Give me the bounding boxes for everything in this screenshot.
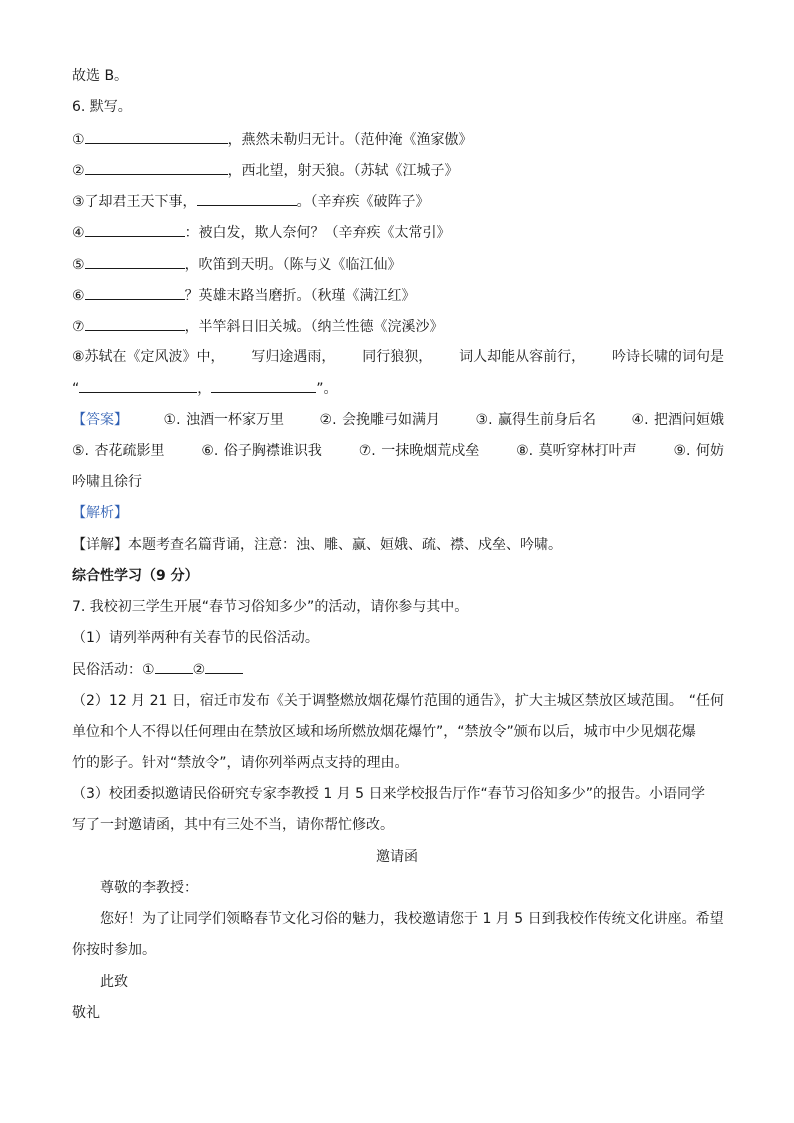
q6-title: 6. 默写。	[72, 99, 132, 115]
q6-item-7	[72, 316, 444, 337]
item-text: ？英雄末路当磨折。（秋瑾《满江红》	[184, 288, 416, 304]
q6-item-1	[72, 129, 473, 150]
answer-blank	[197, 191, 297, 206]
q7-part-2-line1	[72, 691, 724, 711]
item8-segment: 同行狼狈，	[362, 349, 433, 365]
item8-segment: 吟诗长啸的词句是	[612, 349, 724, 365]
folk-activity-label: 民俗活动：①	[72, 662, 155, 678]
answer-blank	[85, 285, 185, 300]
detail-text: 本题考查名篇背诵，注意：浊、雕、赢、姮娥、疏、襟、戍垒、吟啸。	[128, 537, 562, 553]
q7-part-3-line2: 写了一封邀请函，其中有三处不当，请你帮忙修改。	[72, 817, 394, 833]
q6-item-8-line2	[72, 378, 338, 399]
q6-item-5	[72, 254, 402, 275]
letter-salutation: 尊敬的李教授：	[100, 880, 198, 896]
folk-activity-second: ②	[192, 662, 206, 678]
answer-item: ①. 浊酒一杯家万里	[163, 412, 284, 428]
item-text: 。（辛弃疾《破阵子》	[296, 194, 430, 210]
answer-blank	[211, 378, 316, 393]
close-quote: ”。	[316, 381, 338, 397]
item-number: ⑤	[72, 257, 85, 273]
answer-item: ⑨. 何妨	[673, 443, 724, 459]
text-segment: “任何	[688, 693, 724, 709]
answer-blank	[85, 160, 228, 175]
answer-blank	[79, 378, 197, 393]
letter-closing-1: 此致	[100, 974, 128, 990]
answer-row-1	[72, 410, 724, 430]
item8-segment: 词人却能从容前行，	[459, 349, 586, 365]
q7-part-2-line2: 单位和个人不得以任何理由在禁放区域和场所燃放烟花爆竹”，“禁放令”颁布以后，城市中少见烟花爆	[72, 724, 696, 740]
answer-tag: 【答案】	[72, 412, 128, 428]
detail-tag: 【详解】	[72, 537, 128, 553]
section-heading: 综合性学习（9 分）	[72, 568, 199, 584]
q7-part-2-line3: 竹的影子。针对“禁放令”，请你列举两点支持的理由。	[72, 755, 409, 771]
answer-item: ②. 会挽雕弓如满月	[319, 412, 440, 428]
item-text: ③了却君王天下事，	[72, 194, 197, 210]
answer-item: ⑧. 莫听穿林打叶声	[516, 443, 637, 459]
item-number: ⑥	[72, 288, 85, 304]
q6-item-2	[72, 160, 459, 181]
answer-item: ④. 把酒问姮娥	[631, 412, 724, 428]
letter-title: 邀请函	[376, 849, 418, 865]
answer-row-3: 吟啸且徐行	[72, 474, 142, 490]
item-text: ，吹笛到天明。（陈与义《临江仙》	[184, 257, 402, 273]
q6-item-8-line1	[72, 347, 724, 367]
item-text: ，半竿斜日旧关城。（纳兰性德《浣溪沙》	[184, 319, 444, 335]
q7-intro: 7. 我校初三学生开展“春节习俗知多少”的活动，请你参与其中。	[72, 599, 469, 615]
answer-item: ⑤. 杏花疏影里	[72, 443, 165, 459]
item-text: ：被白发，欺人奈何？（辛弃疾《太常引》	[184, 225, 451, 241]
text-segment: （2）12 月 21 日，宿迁市发布《关于调整燃放烟花爆竹范围的通告》，扩大主城区禁放区域范围。	[72, 693, 683, 709]
item-number: ①	[72, 132, 85, 148]
analysis-detail	[72, 535, 562, 555]
item8-segment: 写归途遇雨，	[251, 349, 336, 365]
open-quote: “	[72, 381, 80, 397]
item-number: ②	[72, 163, 85, 179]
answer-blank	[85, 316, 185, 331]
q7-part-3-line1: （3）校团委拟邀请民俗研究专家李教授 1 月 5 日来学校报告厅作“春节习俗知多少”的报告。小语同学	[72, 786, 706, 802]
letter-body-line2: 你按时参加。	[72, 942, 156, 958]
letter-body-line1: 您好！为了让同学们领略春节文化习俗的魅力，我校邀请您于 1 月 5 日到我校作传统文化讲座。希望	[100, 911, 724, 927]
answer-item: ③. 赢得生前身后名	[475, 412, 596, 428]
q6-item-6	[72, 285, 416, 306]
answer-blank	[85, 254, 185, 269]
answer-blank	[85, 222, 185, 237]
answer-row-2	[72, 441, 724, 461]
answer-blank	[85, 129, 228, 144]
comma: ，	[197, 381, 212, 397]
answer-item: ⑥. 俗子胸襟谁识我	[201, 443, 322, 459]
analysis-tag: 【解析】	[72, 505, 128, 521]
q6-item-3	[72, 191, 430, 212]
q7-part-1: （1）请列举两种有关春节的民俗活动。	[72, 630, 319, 646]
item8-segment: ⑧苏轼在《定风波》中，	[72, 349, 225, 365]
prev-answer-line: 故选 B。	[72, 68, 129, 84]
item-text: ，燕然未勒归无计。（范仲淹《渔家傲》	[227, 132, 473, 148]
answer-item: ⑦. 一抹晚烟荒戍垒	[358, 443, 480, 459]
q7-part-1-answer	[72, 659, 243, 680]
letter-closing-2: 敬礼	[72, 1005, 100, 1021]
item-number: ⑦	[72, 319, 85, 335]
q6-item-4	[72, 222, 451, 243]
item-text: ，西北望，射天狼。（苏轼《江城子》	[227, 163, 459, 179]
answer-blank	[205, 659, 243, 674]
item-number: ④	[72, 225, 85, 241]
answer-blank	[155, 659, 193, 674]
